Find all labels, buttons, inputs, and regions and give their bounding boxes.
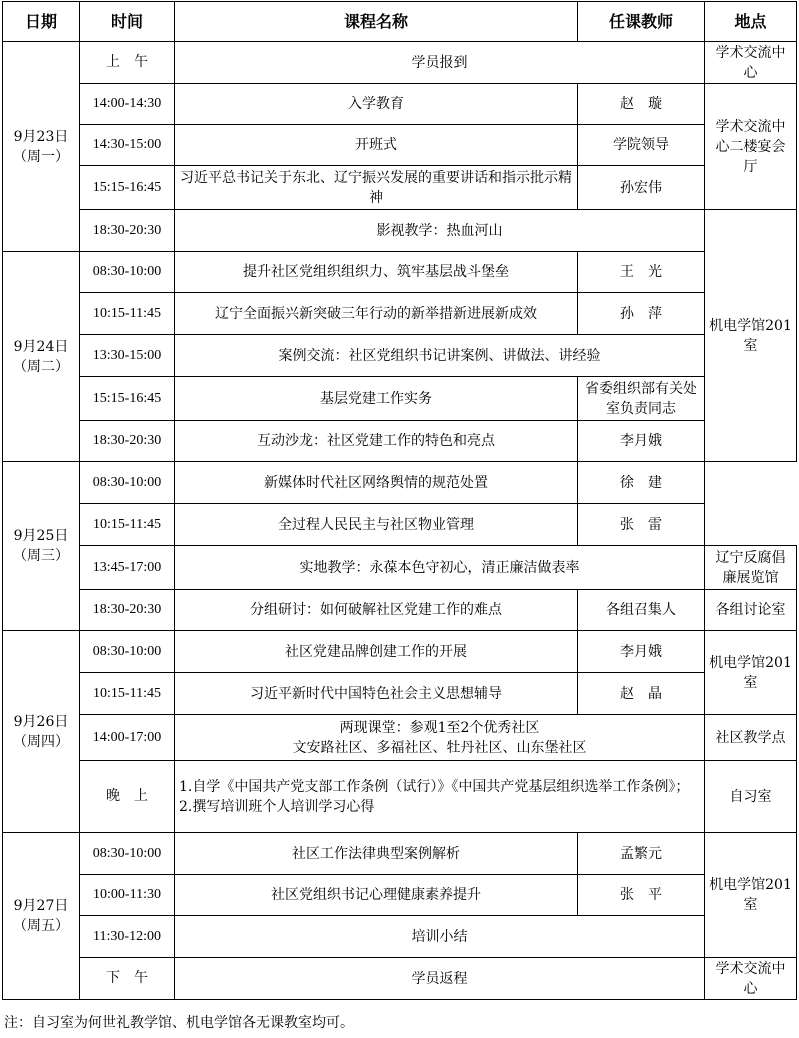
table-row — [3, 377, 797, 421]
table-row — [3, 546, 797, 590]
course-cell: 基层党建工作实务 — [175, 377, 578, 421]
time-cell: 10:15-11:45 — [80, 673, 175, 715]
course-cell: 学员返程 — [175, 958, 705, 1000]
course-line: 文安路社区、多福社区、牡丹社区、山东堡社区 — [292, 739, 587, 756]
day-weekday: （周五） — [13, 918, 69, 934]
teacher-cell: 孙宏伟 — [578, 166, 705, 210]
time-cell: 15:15-16:45 — [80, 166, 175, 210]
teacher-cell: 李月娥 — [578, 631, 705, 673]
course-cell: 辽宁全面振兴新突破三年行动的新举措新进展新成效 — [175, 293, 578, 335]
place-cell: 各组讨论室 — [705, 590, 797, 631]
teacher-cell: 赵 璇 — [578, 84, 705, 125]
course-cell: 全过程人民民主与社区物业管理 — [175, 504, 578, 546]
teacher-cell: 李月娥 — [578, 421, 705, 462]
footnote: 注：自习室为何世礼教学馆、机电学馆各无课教室均可。 — [4, 1015, 354, 1031]
schedule-table — [2, 1, 797, 1000]
course-cell: 互动沙龙：社区党建工作的特色和亮点 — [175, 421, 578, 462]
table-row — [3, 958, 797, 1000]
course-cell: 社区党建品牌创建工作的开展 — [175, 631, 578, 673]
time-cell: 08:30-10:00 — [80, 462, 175, 504]
teacher-cell: 省委组织部有关处室负责同志 — [578, 377, 705, 421]
table-row — [3, 210, 797, 252]
course-cell — [175, 715, 705, 761]
table-row — [3, 252, 797, 293]
time-cell: 08:30-10:00 — [80, 833, 175, 875]
teacher-cell: 徐 建 — [578, 462, 705, 504]
table-row — [3, 421, 797, 462]
table-row — [3, 293, 797, 335]
day-date: 9月24日 — [13, 338, 69, 355]
teacher-cell: 各组召集人 — [578, 590, 705, 631]
day-weekday: （周二） — [13, 358, 69, 375]
place-cell: 学术交流中心二楼宴会厅 — [705, 84, 797, 210]
table-row — [3, 590, 797, 631]
time-cell: 14:00-14:30 — [80, 84, 175, 125]
time-cell: 13:30-15:00 — [80, 335, 175, 377]
teacher-cell: 孟繁元 — [578, 833, 705, 875]
place-cell: 社区教学点 — [705, 715, 797, 761]
course-cell: 习近平新时代中国特色社会主义思想辅导 — [175, 673, 578, 715]
day-weekday: （周三） — [13, 548, 69, 564]
header-row — [3, 2, 797, 42]
time-cell: 18:30-20:30 — [80, 210, 175, 252]
header-course: 课程名称 — [175, 2, 578, 42]
course-cell: 社区工作法律典型案例解析 — [175, 833, 578, 875]
day-cell — [3, 833, 80, 1000]
place-cell: 机电学馆201室 — [705, 833, 797, 958]
time-cell: 11:30-12:00 — [80, 916, 175, 958]
teacher-cell: 张 雷 — [578, 504, 705, 546]
table-row — [3, 761, 797, 833]
time-cell: 18:30-20:30 — [80, 421, 175, 462]
table-row — [3, 715, 797, 761]
day-cell — [3, 631, 80, 833]
table-row — [3, 462, 797, 504]
table-row — [3, 166, 797, 210]
table-row — [3, 875, 797, 916]
course-line: 2.撰写培训班个人培训学习心得 — [179, 798, 375, 815]
header-teacher: 任课教师 — [578, 2, 705, 42]
place-cell: 机电学馆201室 — [705, 210, 797, 462]
table-row — [3, 673, 797, 715]
course-cell: 新媒体时代社区网络舆情的规范处置 — [175, 462, 578, 504]
table-row — [3, 916, 797, 958]
teacher-cell: 学院领导 — [578, 125, 705, 166]
day-date: 9月26日 — [13, 713, 69, 730]
place-cell: 机电学馆201室 — [705, 631, 797, 715]
table-row — [3, 42, 797, 84]
day-cell — [3, 42, 80, 252]
course-cell: 案例交流：社区党组织书记讲案例、讲做法、讲经验 — [175, 335, 705, 377]
table-row — [3, 833, 797, 875]
course-cell: 培训小结 — [175, 916, 705, 958]
time-cell: 08:30-10:00 — [80, 631, 175, 673]
place-cell: 学术交流中心 — [705, 42, 797, 84]
day-cell — [3, 252, 80, 462]
table-row — [3, 335, 797, 377]
day-date: 9月27日 — [13, 898, 69, 914]
header-place: 地点 — [705, 2, 797, 42]
time-cell: 10:15-11:45 — [80, 504, 175, 546]
course-cell: 社区党组织书记心理健康素养提升 — [175, 875, 578, 916]
time-cell: 18:30-20:30 — [80, 590, 175, 631]
place-cell: 辽宁反腐倡廉展览馆 — [705, 546, 797, 590]
time-cell: 15:15-16:45 — [80, 377, 175, 421]
day-weekday: （周一） — [13, 148, 69, 165]
course-cell: 开班式 — [175, 125, 578, 166]
time-cell: 14:30-15:00 — [80, 125, 175, 166]
course-cell — [175, 761, 705, 833]
course-line: 1.自学《中国共产党支部工作条例（试行）》《中国共产党基层组织选举工作条例》； — [179, 778, 690, 795]
table-row — [3, 631, 797, 673]
time-cell: 10:15-11:45 — [80, 293, 175, 335]
header-date: 日期 — [3, 2, 80, 42]
course-cell: 学员报到 — [175, 42, 705, 84]
header-time: 时间 — [80, 2, 175, 42]
course-cell: 分组研讨：如何破解社区党建工作的难点 — [175, 590, 578, 631]
time-cell: 14:00-17:00 — [80, 715, 175, 761]
course-cell: 影视教学：热血河山 — [175, 210, 705, 252]
teacher-cell: 张 平 — [578, 875, 705, 916]
place-cell: 自习室 — [705, 761, 797, 833]
course-line: 两现课堂：参观1至2个优秀社区 — [339, 719, 540, 736]
table-row — [3, 504, 797, 546]
teacher-cell: 王 光 — [578, 252, 705, 293]
time-cell: 下 午 — [80, 958, 175, 1000]
day-date: 9月23日 — [13, 128, 69, 145]
table-row — [3, 125, 797, 166]
teacher-cell: 赵 晶 — [578, 673, 705, 715]
time-cell: 13:45-17:00 — [80, 546, 175, 590]
table-row — [3, 84, 797, 125]
course-cell: 提升社区党组织组织力、筑牢基层战斗堡垒 — [175, 252, 578, 293]
course-cell: 习近平总书记关于东北、辽宁振兴发展的重要讲话和指示批示精神 — [175, 166, 578, 210]
day-date: 9月25日 — [13, 528, 69, 544]
time-cell: 10:00-11:30 — [80, 875, 175, 916]
teacher-cell: 孙 萍 — [578, 293, 705, 335]
course-cell: 实地教学：永葆本色守初心，清正廉洁做表率 — [175, 546, 705, 590]
time-cell: 08:30-10:00 — [80, 252, 175, 293]
day-weekday: （周四） — [13, 733, 69, 750]
course-cell: 入学教育 — [175, 84, 578, 125]
time-cell: 晚 上 — [80, 761, 175, 833]
place-cell: 学术交流中心 — [705, 958, 797, 1000]
time-cell: 上 午 — [80, 42, 175, 84]
day-cell — [3, 462, 80, 631]
